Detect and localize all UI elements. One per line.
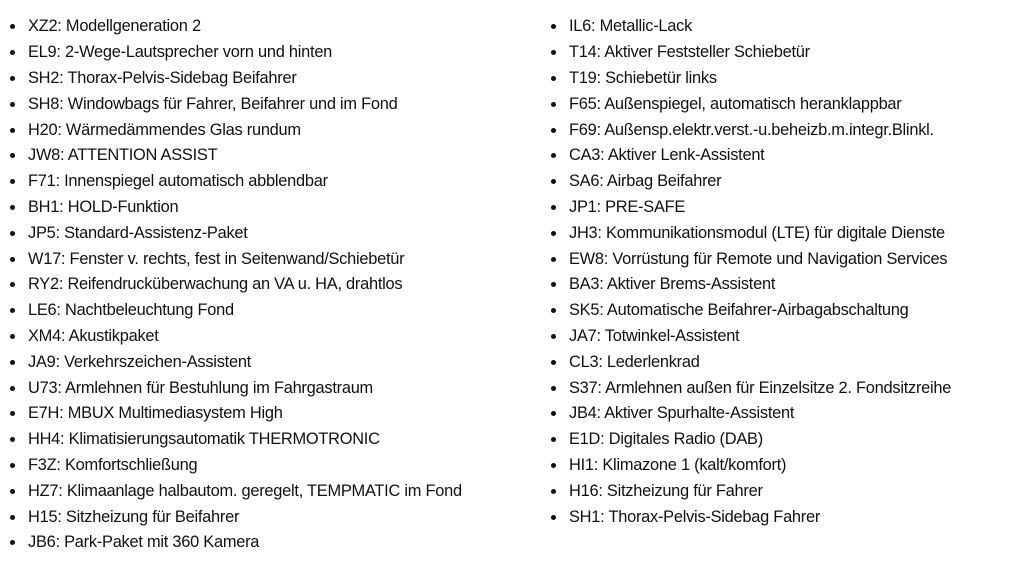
bullet-icon	[10, 257, 15, 262]
bullet-icon	[10, 24, 15, 29]
equipment-item	[551, 66, 1021, 92]
bullet-icon	[551, 437, 556, 442]
equipment-item	[551, 272, 1021, 298]
bullet-icon	[10, 463, 15, 468]
bullet-icon	[551, 50, 556, 55]
equipment-item	[551, 14, 1021, 40]
equipment-item-text: JW8: ATTENTION ASSIST	[28, 146, 218, 165]
equipment-item-text: W17: Fenster v. rechts, fest in Seitenwand/Schiebetür	[28, 249, 405, 268]
bullet-icon	[10, 308, 15, 313]
equipment-item-text: LE6: Nachtbeleuchtung Fond	[28, 301, 234, 320]
equipment-item-text: SH1: Thorax-Pelvis-Sidebag Fahrer	[569, 507, 821, 526]
equipment-item	[551, 427, 1021, 453]
bullet-icon	[10, 540, 15, 545]
equipment-item	[10, 117, 540, 143]
equipment-item	[551, 401, 1021, 427]
equipment-item	[10, 453, 540, 479]
equipment-item-text: JP1: PRE-SAFE	[569, 197, 686, 216]
equipment-item-text: JA7: Totwinkel-Assistent	[569, 326, 740, 345]
equipment-item-text: SK5: Automatische Beifahrer-Airbagabschaltung	[569, 301, 909, 320]
bullet-icon	[551, 308, 556, 313]
bullet-icon	[10, 386, 15, 391]
equipment-item	[551, 246, 1021, 272]
bullet-icon	[10, 282, 15, 287]
bullet-icon	[551, 153, 556, 158]
equipment-item-text: EW8: Vorrüstung für Remote und Navigation Services	[569, 249, 948, 268]
equipment-item	[551, 375, 1021, 401]
equipment-item	[10, 246, 540, 272]
bullet-icon	[10, 102, 15, 107]
equipment-item	[10, 427, 540, 453]
equipment-item-text: XZ2: Modellgeneration 2	[28, 17, 201, 36]
equipment-item-text: F3Z: Komfortschließung	[28, 455, 198, 474]
bullet-icon	[551, 24, 556, 29]
equipment-item	[551, 478, 1021, 504]
equipment-item	[551, 298, 1021, 324]
bullet-icon	[551, 411, 556, 416]
bullet-icon	[551, 257, 556, 262]
equipment-item-text: E1D: Digitales Radio (DAB)	[569, 430, 763, 449]
bullet-icon	[551, 128, 556, 133]
equipment-item-text: JH3: Kommunikationsmodul (LTE) für digitale Dienste	[569, 223, 945, 242]
equipment-item-text: JA9: Verkehrszeichen-Assistent	[28, 352, 251, 371]
equipment-item	[10, 324, 540, 350]
equipment-item-text: BH1: HOLD-Funktion	[28, 197, 179, 216]
equipment-item-text: H16: Sitzheizung für Fahrer	[569, 481, 763, 500]
equipment-item-text: HZ7: Klimaanlage halbautom. geregelt, TEMPMATIC im Fond	[28, 481, 462, 500]
equipment-item	[551, 169, 1021, 195]
equipment-item	[10, 66, 540, 92]
bullet-icon	[10, 128, 15, 133]
equipment-item-text: XM4: Akustikpaket	[28, 326, 159, 345]
equipment-item	[10, 504, 540, 530]
bullet-icon	[10, 179, 15, 184]
equipment-item	[551, 220, 1021, 246]
equipment-item-text: U73: Armlehnen für Bestuhlung im Fahrgastraum	[28, 378, 373, 397]
equipment-item	[10, 530, 540, 556]
equipment-item	[10, 220, 540, 246]
bullet-icon	[10, 205, 15, 210]
equipment-list-right	[551, 14, 1021, 530]
equipment-item	[10, 195, 540, 221]
bullet-icon	[551, 282, 556, 287]
equipment-item-text: RY2: Reifendrucküberwachung an VA u. HA, drahtlos	[28, 275, 403, 294]
bullet-icon	[551, 489, 556, 494]
bullet-icon	[551, 231, 556, 236]
bullet-icon	[10, 76, 15, 81]
equipment-item-text: F71: Innenspiegel automatisch abblendbar	[28, 172, 328, 191]
equipment-item	[551, 40, 1021, 66]
equipment-item	[10, 375, 540, 401]
equipment-list-left	[10, 14, 540, 556]
equipment-item-text: SA6: Airbag Beifahrer	[569, 172, 722, 191]
bullet-icon	[551, 360, 556, 365]
bullet-icon	[10, 437, 15, 442]
bullet-icon	[551, 334, 556, 339]
equipment-item-text: T14: Aktiver Feststeller Schiebetür	[569, 43, 810, 62]
equipment-item-text: F65: Außenspiegel, automatisch heranklappbar	[569, 94, 902, 113]
equipment-item-text: F69: Außensp.elektr.verst.-u.beheizb.m.integr.Blinkl.	[569, 120, 934, 139]
bullet-icon	[10, 231, 15, 236]
bullet-icon	[10, 334, 15, 339]
equipment-item-text: SH8: Windowbags für Fahrer, Beifahrer und im Fond	[28, 94, 398, 113]
equipment-item-text: EL9: 2-Wege-Lautsprecher vorn und hinten	[28, 43, 333, 62]
equipment-item-text: JP5: Standard-Assistenz-Paket	[28, 223, 248, 242]
bullet-icon	[10, 489, 15, 494]
equipment-item-text: IL6: Metallic-Lack	[569, 17, 693, 36]
equipment-item	[551, 143, 1021, 169]
equipment-item	[551, 453, 1021, 479]
equipment-item	[551, 324, 1021, 350]
equipment-item	[10, 298, 540, 324]
equipment-item	[551, 91, 1021, 117]
equipment-item-text: HH4: Klimatisierungsautomatik THERMOTRONIC	[28, 430, 380, 449]
bullet-icon	[551, 102, 556, 107]
bullet-icon	[10, 515, 15, 520]
equipment-item	[10, 349, 540, 375]
bullet-icon	[10, 360, 15, 365]
bullet-icon	[551, 386, 556, 391]
equipment-item	[10, 40, 540, 66]
equipment-item-text: H15: Sitzheizung für Beifahrer	[28, 507, 240, 526]
equipment-item	[551, 349, 1021, 375]
equipment-item-text: CL3: Lederlenkrad	[569, 352, 700, 371]
bullet-icon	[10, 411, 15, 416]
bullet-icon	[551, 76, 556, 81]
equipment-item-text: BA3: Aktiver Brems-Assistent	[569, 275, 776, 294]
equipment-item	[551, 504, 1021, 530]
equipment-item	[10, 14, 540, 40]
equipment-item	[551, 195, 1021, 221]
equipment-item-text: HI1: Klimazone 1 (kalt/komfort)	[569, 455, 787, 474]
equipment-item-text: E7H: MBUX Multimediasystem High	[28, 404, 283, 423]
bullet-icon	[551, 515, 556, 520]
bullet-icon	[551, 205, 556, 210]
equipment-item	[551, 117, 1021, 143]
bullet-icon	[10, 153, 15, 158]
equipment-item-text: H20: Wärmedämmendes Glas rundum	[28, 120, 301, 139]
equipment-item-text: SH2: Thorax-Pelvis-Sidebag Beifahrer	[28, 68, 297, 87]
bullet-icon	[551, 463, 556, 468]
equipment-item	[10, 272, 540, 298]
equipment-item-text: JB4: Aktiver Spurhalte-Assistent	[569, 404, 795, 423]
equipment-item	[10, 143, 540, 169]
equipment-item-text: CA3: Aktiver Lenk-Assistent	[569, 146, 765, 165]
equipment-item-text: T19: Schiebetür links	[569, 68, 717, 87]
equipment-item	[10, 91, 540, 117]
equipment-item-text: S37: Armlehnen außen für Einzelsitze 2. Fondsitzreihe	[569, 378, 952, 397]
equipment-item	[10, 478, 540, 504]
bullet-icon	[10, 50, 15, 55]
equipment-item	[10, 169, 540, 195]
bullet-icon	[551, 179, 556, 184]
equipment-item	[10, 401, 540, 427]
equipment-item-text: JB6: Park-Paket mit 360 Kamera	[28, 533, 260, 552]
